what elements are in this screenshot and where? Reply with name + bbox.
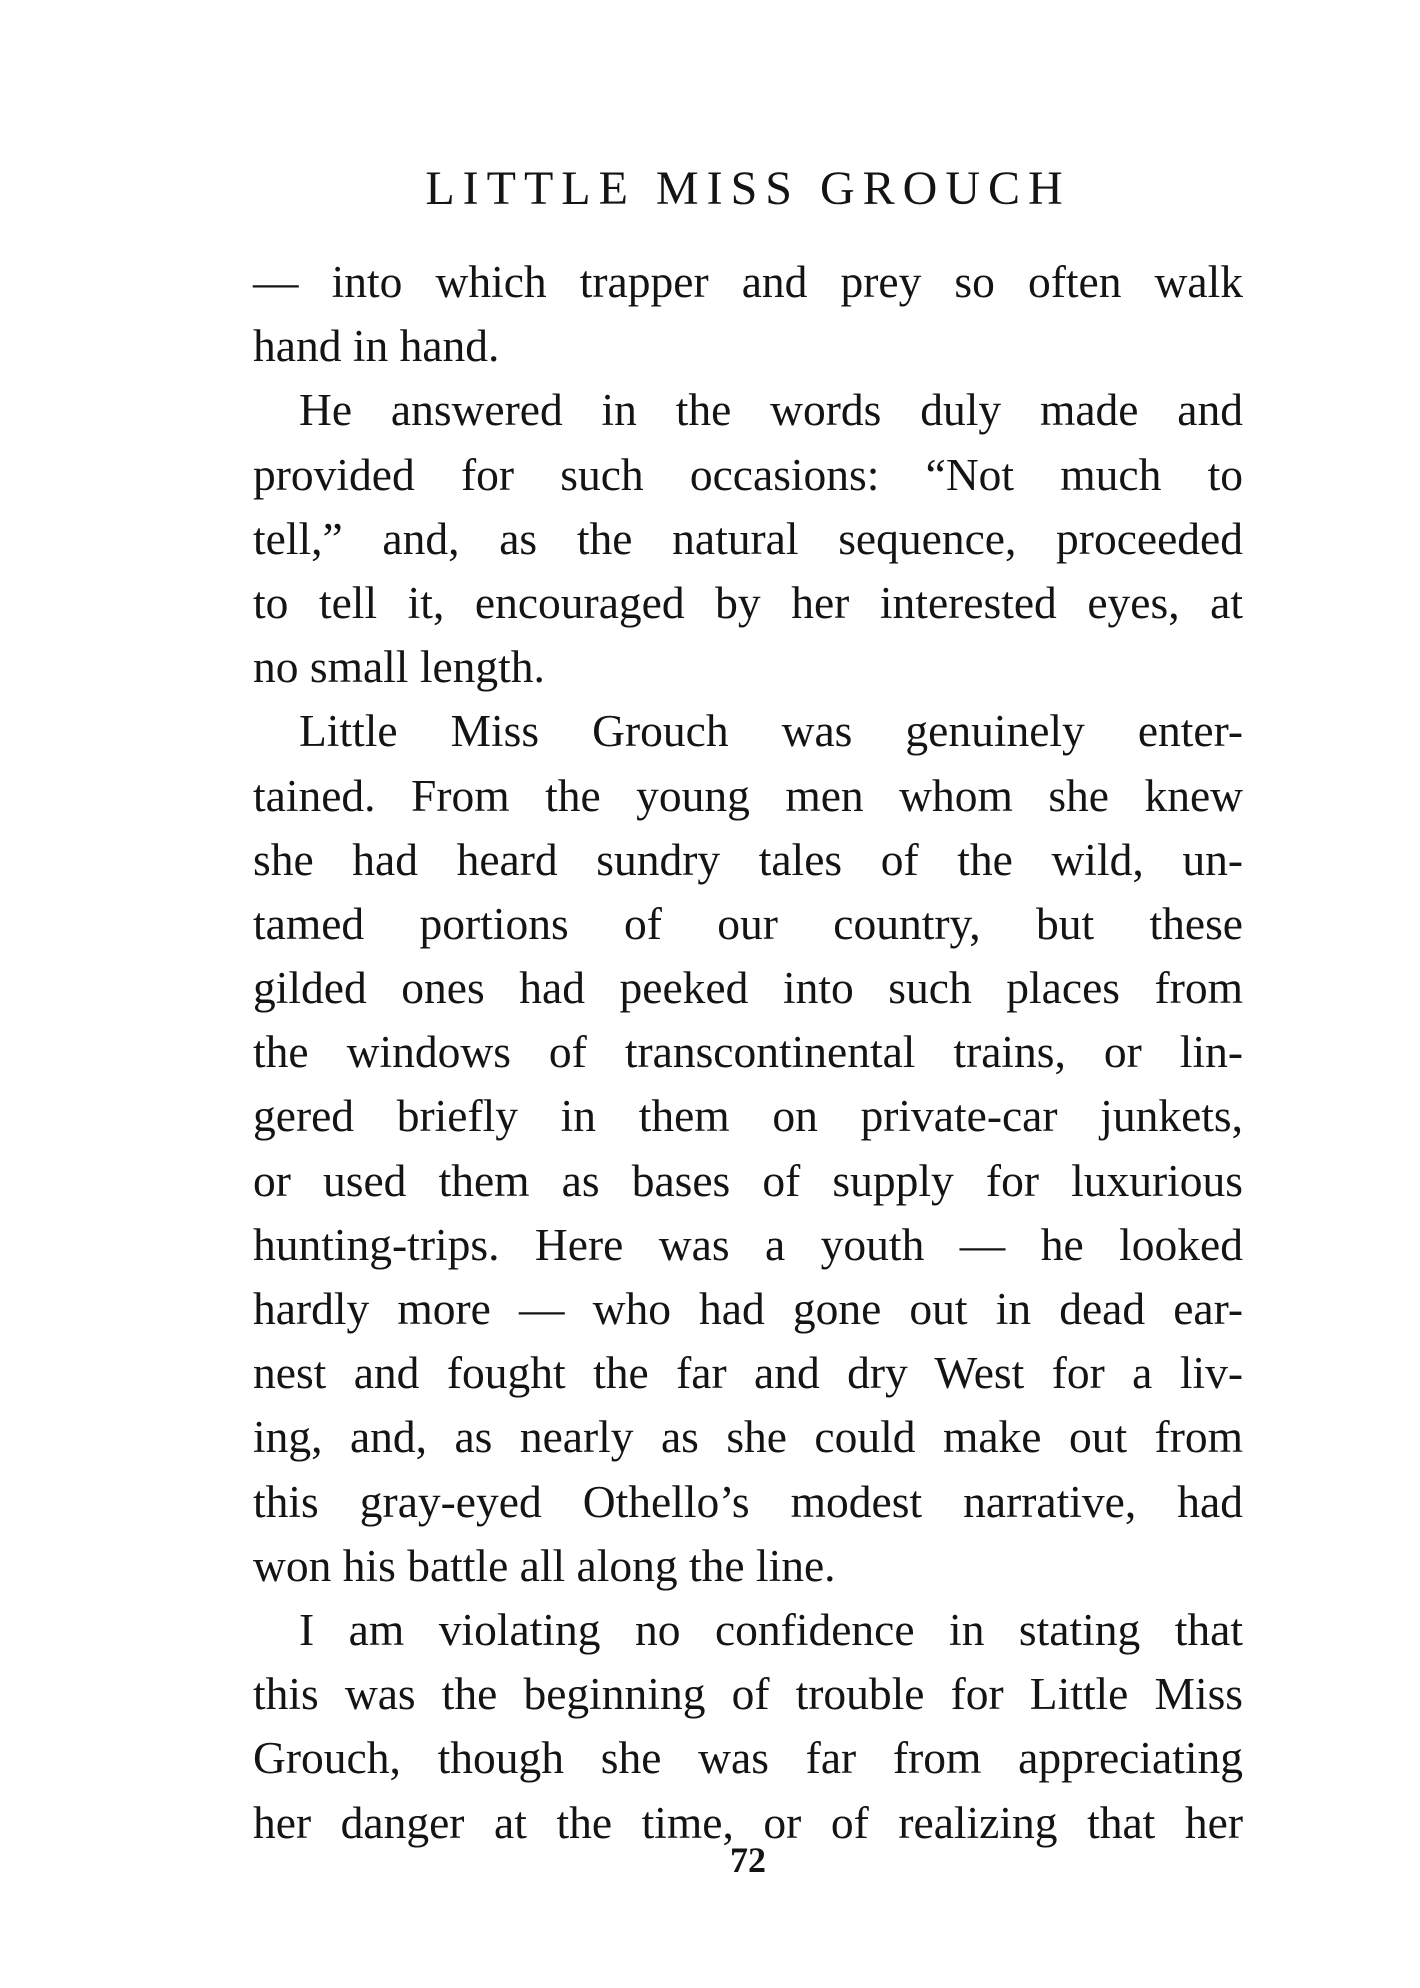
text-line: she had heard sundry tales of the wild, un- <box>253 833 1243 885</box>
text-line: — into which trapper and prey so often walk <box>253 256 1243 307</box>
page-number: 72 <box>730 1840 766 1880</box>
text-line: ing, and, as nearly as she could make out from <box>253 1411 1243 1463</box>
text-line: tamed portions of our country, but these <box>253 897 1243 949</box>
paragraph <box>253 378 1243 699</box>
text-line: or used them as bases of supply for luxurious <box>253 1154 1243 1206</box>
text-line: no small length. <box>253 641 545 693</box>
text-line: hand in hand. <box>253 320 500 372</box>
text-line: Grouch, though she was far from appreciating <box>253 1732 1243 1784</box>
text-line: this gray-eyed Othello’s modest narrative, had <box>253 1475 1243 1527</box>
text-line: the windows of transcontinental trains, or lin- <box>253 1026 1243 1078</box>
text-line: her danger at the time, or of realizing that her <box>253 1796 1243 1848</box>
paragraph <box>253 250 1243 378</box>
text-line: to tell it, encouraged by her interested eyes, at <box>253 576 1243 628</box>
text-line: I am violating no confidence in stating that <box>299 1603 1243 1655</box>
text-line: gered briefly in them on private-car junkets, <box>253 1090 1243 1142</box>
running-head: LITTLE MISS GROUCH <box>425 162 1071 215</box>
text-line: tell,” and, as the natural sequence, proceeded <box>253 512 1243 564</box>
body-text <box>253 250 1243 1855</box>
text-line: hunting-trips. Here was a youth — he looked <box>253 1218 1243 1270</box>
text-line: nest and fought the far and dry West for a liv- <box>253 1347 1243 1399</box>
text-line: Little Miss Grouch was genuinely enter- <box>299 705 1243 757</box>
text-line: won his battle all along the line. <box>253 1539 836 1591</box>
text-line: tained. From the young men whom she knew <box>253 769 1243 821</box>
text-line: provided for such occasions: “Not much to <box>253 448 1243 500</box>
paragraph <box>253 1598 1243 1855</box>
text-line: He answered in the words duly made and <box>299 384 1243 436</box>
text-line: hardly more — who had gone out in dead ear- <box>253 1283 1243 1334</box>
text-line: this was the beginning of trouble for Little Miss <box>253 1668 1243 1720</box>
paragraph <box>253 699 1243 1598</box>
text-line: gilded ones had peeked into such places from <box>253 962 1243 1014</box>
